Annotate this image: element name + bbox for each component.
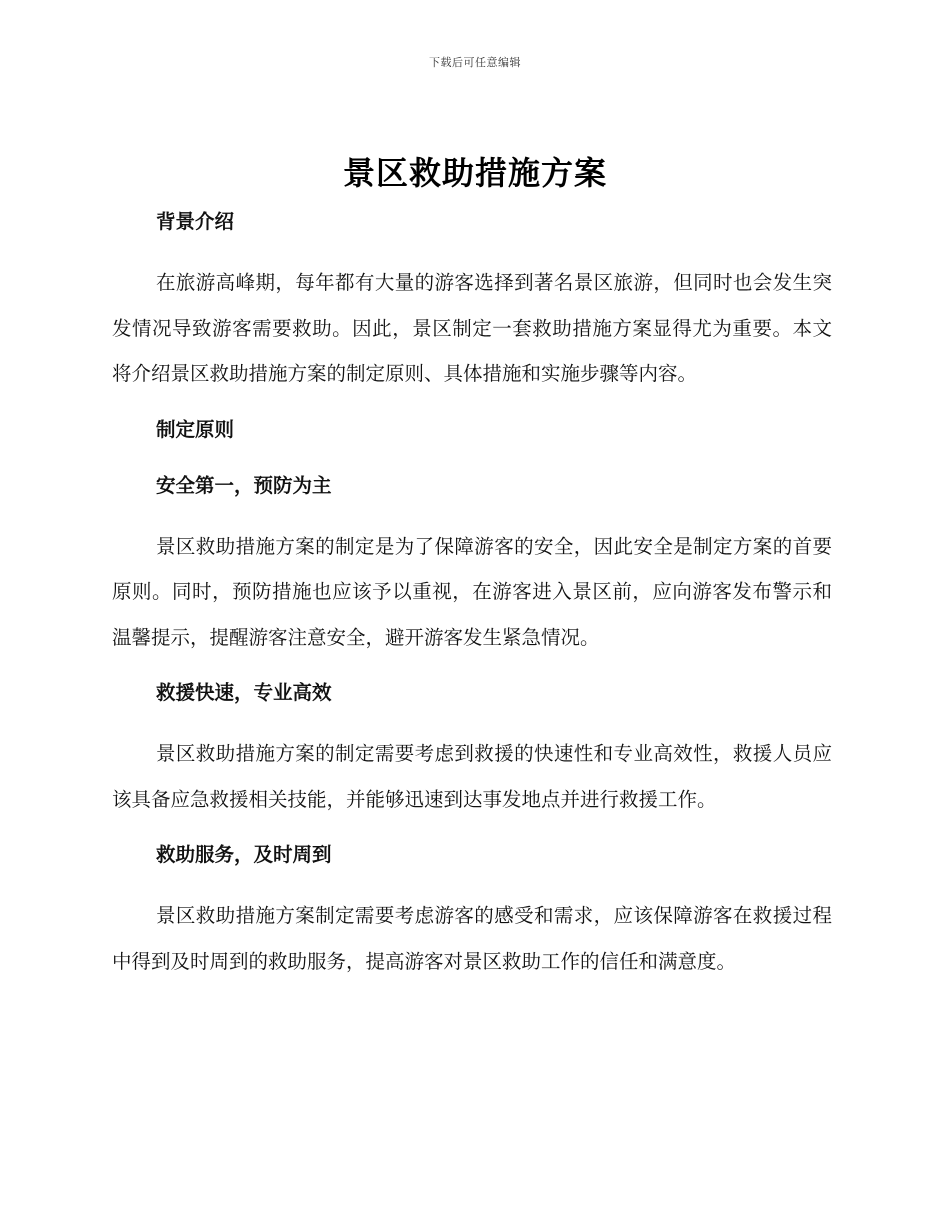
document-body [112, 204, 832, 984]
paragraph-safety-first: 景区救助措施方案的制定是为了保障游客的安全，因此安全是制定方案的首要原则。同时，预防措施也应该予以重视，在游客进入景区前，应向游客发布警示和温馨提示，提醒游客注意安全，避开游客发生紧急情况。 [112, 534, 832, 649]
section-heading-safety-first: 安全第一，预防为主 [156, 473, 332, 497]
section-heading-background: 背景介绍 [156, 210, 235, 233]
document-title: 景区救助措施方案 [342, 154, 607, 192]
section-heading-principles: 制定原则 [156, 417, 235, 441]
section-heading-rapid-rescue: 救援快速，专业高效 [156, 681, 332, 704]
paragraph-rapid-rescue: 景区救助措施方案的制定需要考虑到救援的快速性和专业高效性，救援人员应该具备应急救援相关技能，并能够迅速到达事发地点并进行救援工作。 [112, 742, 832, 811]
section-heading-rescue-service: 救助服务，及时周到 [156, 843, 332, 866]
page-header-note: 下载后可任意编辑 [429, 56, 521, 69]
paragraph-rescue-service: 景区救助措施方案制定需要考虑游客的感受和需求，应该保障游客在救援过程中得到及时周到的救助服务，提高游客对景区救助工作的信任和满意度。 [112, 904, 832, 973]
paragraph-background: 在旅游高峰期，每年都有大量的游客选择到著名景区旅游，但同时也会发生突发情况导致游客需要救助。因此，景区制定一套救助措施方案显得尤为重要。本文将介绍景区救助措施方案的制定原则、具体措施和实施步骤等内容。 [112, 271, 832, 385]
